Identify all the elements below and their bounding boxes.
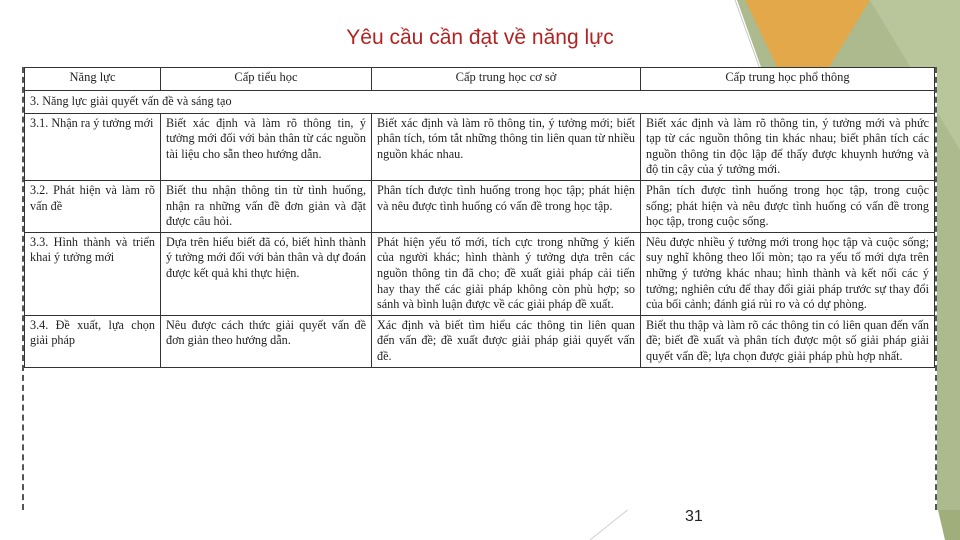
row-upper-secondary: Biết xác định và làm rõ thông tin, ý tưởng mới và phức tạp từ các nguồn thông tin khác nhau; biết phân tích các nguồn thông tin độc lập để thấy được khuynh hướng và độ tin cậy của ý tưởng mới. (641, 113, 935, 180)
table-row (25, 113, 935, 180)
page-number: 31 (685, 508, 703, 525)
slide-title: Yêu cầu cần đạt về năng lực (346, 26, 614, 49)
header-competency: Năng lực (25, 68, 161, 91)
row-lower-secondary: Phát hiện yếu tố mới, tích cực trong những ý kiến của người khác; hình thành ý tưởng dựa trên các nguồn thông tin đã cho; đề xuất giải pháp cải tiến hay thay thế các giải pháp không còn phù hợp; so sánh và bình luận được về các giải pháp đề xuất. (372, 232, 641, 315)
row-competency: 3.3. Hình thành và triển khai ý tưởng mới (25, 232, 161, 315)
row-primary: Biết thu nhận thông tin từ tình huống, nhận ra những vấn đề đơn giản và đặt được câu hỏi. (161, 180, 372, 232)
row-competency: 3.2. Phát hiện và làm rõ vấn đề (25, 180, 161, 232)
row-upper-secondary: Nêu được nhiều ý tưởng mới trong học tập và cuộc sống; suy nghĩ không theo lối mòn; tạo ra yếu tố mới dựa trên những ý tưởng khác nhau; hình thành và kết nối các ý tưởng; nghiên cứu để thay đổi giải pháp trước sự thay đổi của bối cảnh; đánh giá rủi ro và có dự phòng. (641, 232, 935, 315)
row-competency: 3.1. Nhận ra ý tưởng mới (25, 113, 161, 180)
table-row (25, 180, 935, 232)
row-upper-secondary: Phân tích được tình huống trong học tập, trong cuộc sống; phát hiện và nêu được tình huống có vấn đề trong học tập, trong cuộc sống. (641, 180, 935, 232)
row-lower-secondary: Biết xác định và làm rõ thông tin, ý tưởng mới; biết phân tích, tóm tắt những thông tin liên quan từ nhiều nguồn khác nhau. (372, 113, 641, 180)
row-lower-secondary: Xác định và biết tìm hiểu các thông tin liên quan đến vấn đề; đề xuất được giải pháp giải quyết vấn đề. (372, 315, 641, 367)
row-competency: 3.4. Đề xuất, lựa chọn giải pháp (25, 315, 161, 367)
row-lower-secondary: Phân tích được tình huống trong học tập; phát hiện và nêu được tình huống có vấn đề trong học tập. (372, 180, 641, 232)
competency-table-container (22, 67, 937, 510)
row-primary: Nêu được cách thức giải quyết vấn đề đơn giản theo hướng dẫn. (161, 315, 372, 367)
row-upper-secondary: Biết thu thập và làm rõ các thông tin có liên quan đến vấn đề; biết đề xuất và phân tích được một số giải pháp giải quyết vấn đề; lựa chọn được giải pháp phù hợp nhất. (641, 315, 935, 367)
row-primary: Dựa trên hiểu biết đã có, biết hình thành ý tưởng mới đối với bản thân và dự đoán được kết quả khi thực hiện. (161, 232, 372, 315)
section-row (25, 91, 935, 114)
row-primary: Biết xác định và làm rõ thông tin, ý tưởng mới đối với bản thân từ các nguồn tài liệu cho sẵn theo hướng dẫn. (161, 113, 372, 180)
competency-table (24, 67, 935, 368)
table-row (25, 232, 935, 315)
header-upper-secondary: Cấp trung học phổ thông (641, 68, 935, 91)
table-row (25, 315, 935, 367)
section-title: 3. Năng lực giải quyết vấn đề và sáng tạo (25, 91, 935, 114)
header-lower-secondary: Cấp trung học cơ sở (372, 68, 641, 91)
header-primary: Cấp tiểu học (161, 68, 372, 91)
table-header-row (25, 68, 935, 91)
